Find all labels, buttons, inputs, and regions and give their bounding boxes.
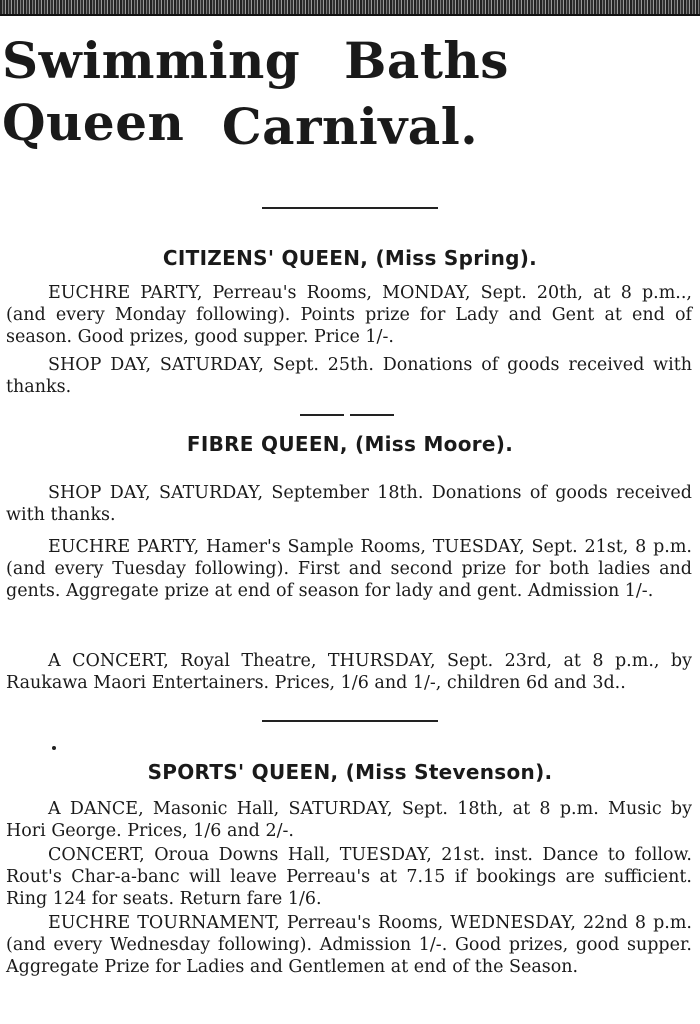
section-heading-fibre-queen: FIBRE QUEEN, (Miss Moore). bbox=[186, 432, 514, 456]
event-fibre-concert: A CONCERT, Royal Theatre, THURSDAY, Sept. 23rd, at 8 p.m., by Raukawa Maori Entertainers. Prices, 1/6 and 1/-, children 6d and 3d.. bbox=[6, 651, 692, 693]
section-heading-sports-queen: SPORTS' QUEEN, (Miss Stevenson). bbox=[147, 760, 553, 784]
event-fibre-shop-day: SHOP DAY, SATURDAY, September 18th. Donations of goods received with thanks. bbox=[6, 483, 692, 525]
section-divider-left bbox=[300, 414, 344, 416]
section-divider-rule bbox=[262, 720, 438, 722]
page-title-line-1: Swimming Baths Queen bbox=[2, 31, 509, 152]
event-sports-dance: A DANCE, Masonic Hall, SATURDAY, Sept. 18th, at 8 p.m. Music by Hori George. Prices, 1/6 and 2/-. bbox=[6, 799, 692, 841]
event-citizens-shop-day: SHOP DAY, SATURDAY, Sept. 25th. Donations of goods received with thanks. bbox=[6, 355, 692, 397]
event-citizens-euchre: EUCHRE PARTY, Perreau's Rooms, MONDAY, Sept. 20th, at 8 p.m.., (and every Monday following). Points prize for Lady and Gent at end of season. Good prizes, good supper. Price 1/-. bbox=[6, 283, 692, 347]
section-divider-right bbox=[350, 414, 394, 416]
section-heading-citizens-queen: CITIZENS' QUEEN, (Miss Spring). bbox=[162, 246, 538, 270]
title-divider-rule bbox=[262, 207, 438, 209]
page-title-line-2: Carnival. bbox=[221, 97, 479, 156]
print-speck bbox=[52, 746, 56, 750]
event-sports-concert: CONCERT, Oroua Downs Hall, TUESDAY, 21st. inst. Dance to follow. Rout's Char-a-banc will leave Perreau's at 7.15 if bookings are sufficient. Ring 124 for seats. Return fare 1/6. bbox=[6, 845, 692, 909]
event-sports-euchre-tournament: EUCHRE TOURNAMENT, Perreau's Rooms, WEDNESDAY, 22nd 8 p.m. (and every Wednesday following). Admission 1/-. Good prizes, good supper. Aggregate Prize for Ladies and Gentlemen at end of the Season. bbox=[6, 913, 692, 977]
top-border-rule bbox=[0, 0, 700, 16]
event-fibre-euchre: EUCHRE PARTY, Hamer's Sample Rooms, TUESDAY, Sept. 21st, 8 p.m. (and every Tuesday following). First and second prize for both ladies and gents. Aggregate prize at end of season for lady and gent. Admission 1/-. bbox=[6, 537, 692, 601]
